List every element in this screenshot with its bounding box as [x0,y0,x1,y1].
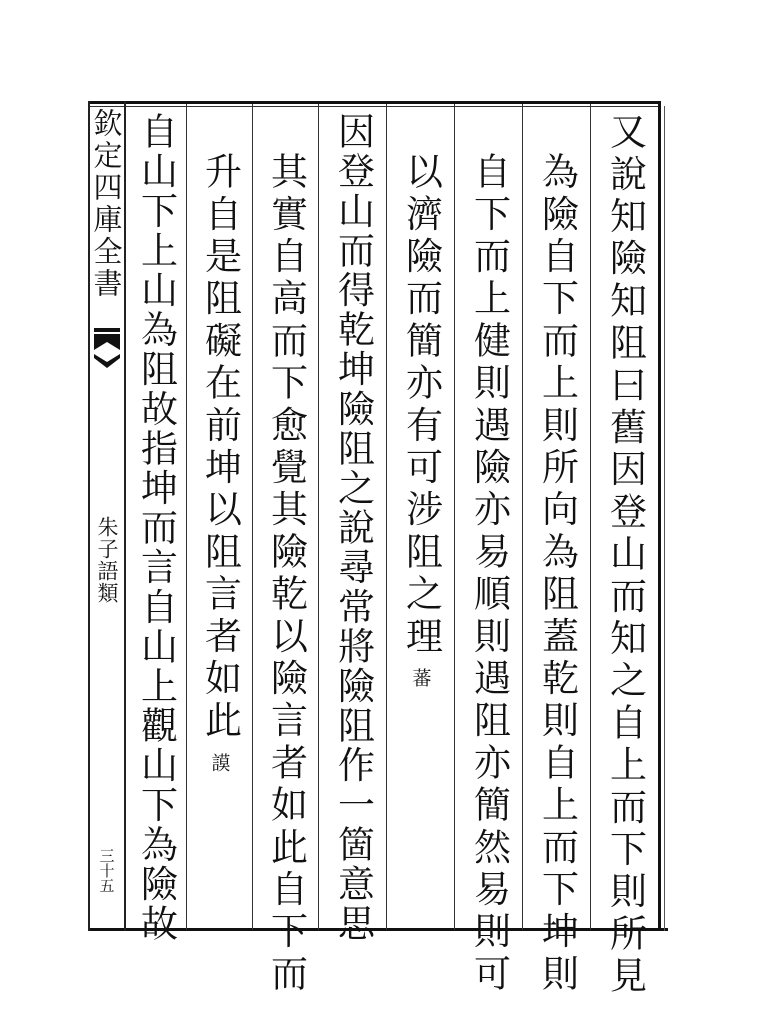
text-column [320,104,386,944]
column-rule [318,104,319,930]
text-column [456,104,522,996]
text-column [188,104,252,930]
page-number: 三十五 [97,848,116,893]
column-rule [454,104,455,930]
column-rule [252,104,253,930]
column-text: 其實自高而下愈覺其險乾以險言者如此自下而 [264,152,308,996]
chapter-title: 朱子語類 [95,516,119,604]
text-column [524,104,590,996]
column-rule [186,104,187,930]
text-column [592,104,658,999]
text-column [254,104,318,996]
text-column [388,104,454,930]
column-text: 自山下上山為阻故指坤而言自山上觀山下為險故 [134,112,178,944]
book-spine [90,104,124,930]
column-main-text: 以濟險而簡亦有可涉阻之理 [399,152,443,659]
column-text [198,152,242,930]
column-text: 因登山而得乾坤險阻之說尋常將險阻作一箇意思 [331,112,375,944]
text-column [126,104,186,944]
book-title: 欽定四庫全書 [89,108,124,300]
column-text: 又說知險知阻曰舊因登山而知之自上而下則所見 [603,112,647,999]
column-note: 謨 [208,752,231,772]
column-note: 蕃 [409,668,432,688]
column-rule [386,104,387,930]
column-rule [522,104,523,930]
column-text: 自下而上健則遇險亦易順則遇阻亦簡然易則可 [467,152,511,996]
column-text [399,152,443,930]
column-rule [590,104,591,930]
frame-right-inner-border [664,106,665,931]
frame-right-border [658,101,661,931]
column-main-text: 升自是阻礙在前坤以阻言者如此 [198,152,242,743]
column-text: 為險自下而上則所向為阻蓋乾則自上而下坤則 [535,152,579,996]
fish-tail-mark-icon [92,328,122,374]
